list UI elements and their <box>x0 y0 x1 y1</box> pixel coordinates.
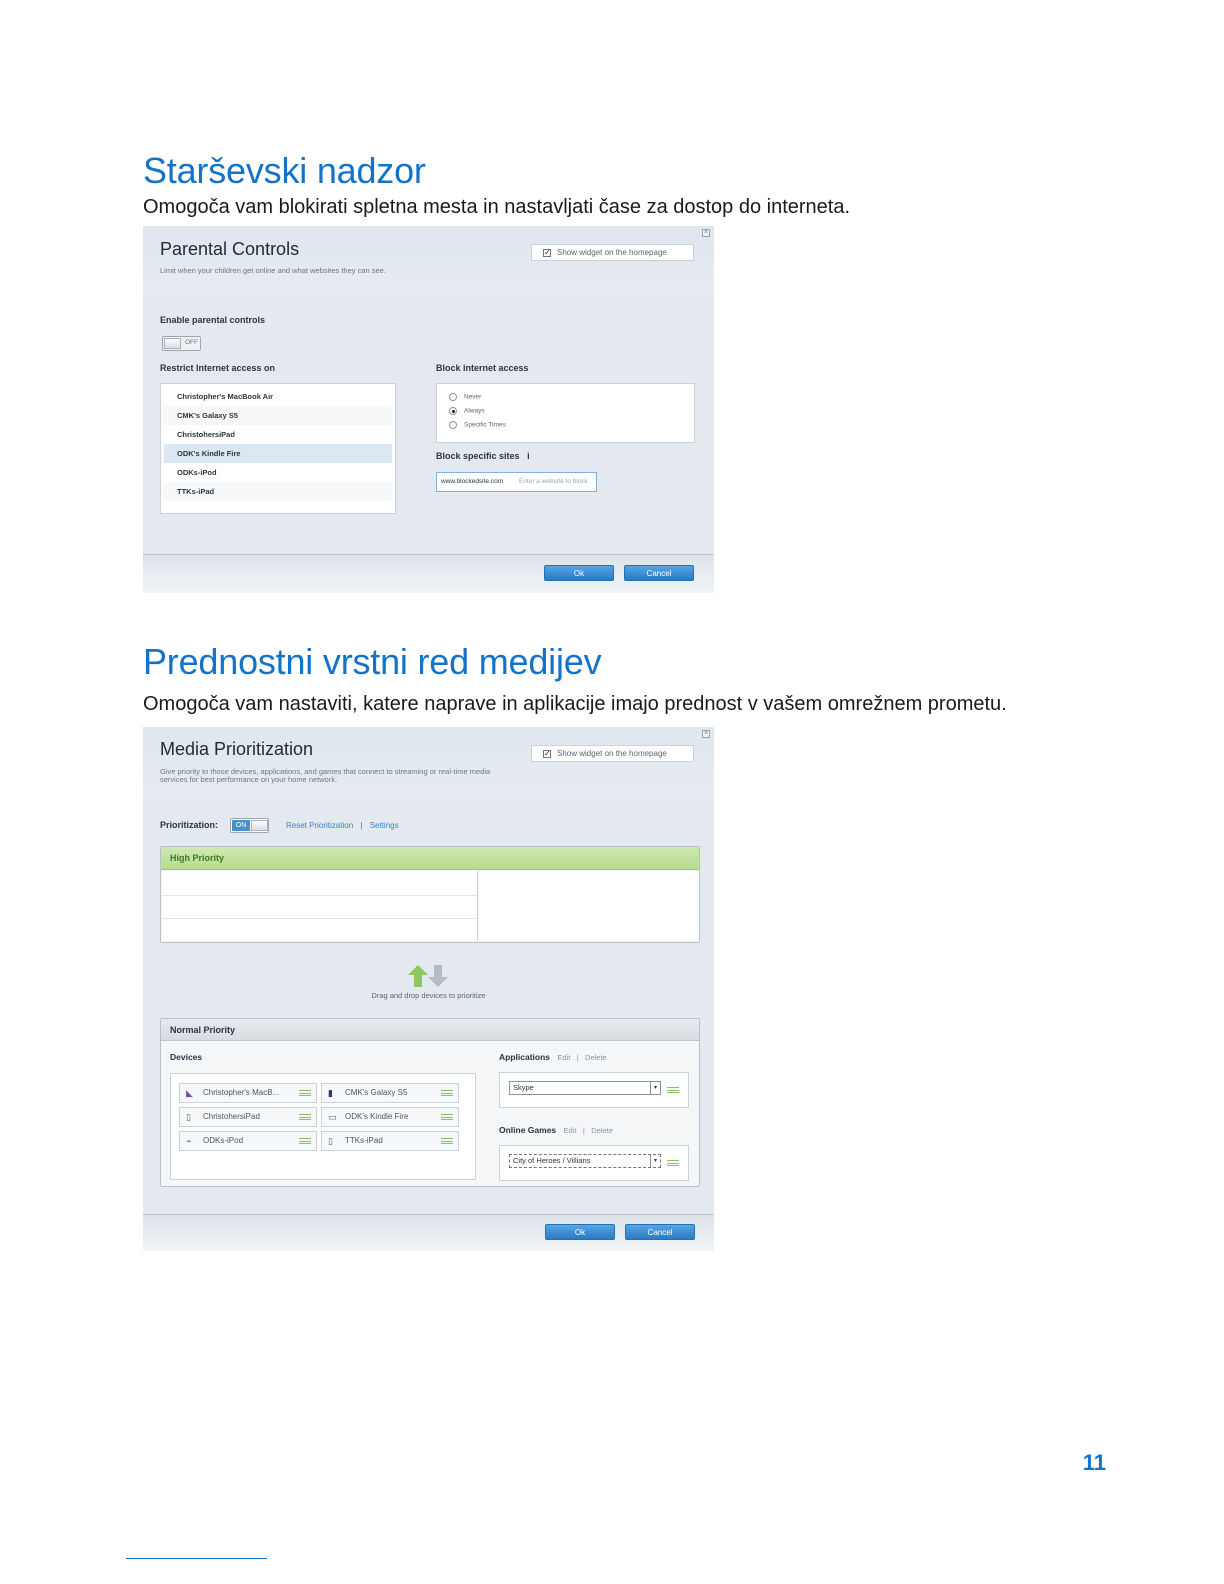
laptop-icon: ◣ <box>186 1088 193 1098</box>
games-edit-link[interactable]: Edit <box>563 1126 577 1135</box>
cancel-button[interactable]: Cancel <box>624 565 694 581</box>
radio-label: Never <box>464 393 482 401</box>
ipod-icon: ⌁ <box>186 1136 192 1146</box>
block-sites-text: Block specific sites <box>436 451 520 461</box>
high-priority-header: High Priority <box>161 847 699 870</box>
radio-label: Specific Times <box>464 421 506 429</box>
applications-text: Applications <box>499 1052 551 1062</box>
blocked-site-value: www.blockedsite.com <box>441 478 504 485</box>
info-icon[interactable]: i <box>527 451 530 461</box>
normal-priority-header: Normal Priority <box>161 1019 699 1041</box>
device-chip[interactable] <box>321 1131 459 1151</box>
page-number: 11 <box>1082 1450 1106 1475</box>
device-row-selected[interactable]: ODK's Kindle Fire <box>164 444 392 463</box>
show-widget-label: Show widget on the homepage <box>557 248 667 257</box>
device-chip[interactable] <box>321 1083 459 1103</box>
toggle-state-text: ON <box>232 820 250 831</box>
footnote-rule <box>126 1558 267 1559</box>
parental-controls-screenshot <box>143 226 714 593</box>
drag-hint: Drag and drop devices to prioritize <box>371 991 486 1000</box>
dialog-header <box>143 727 714 799</box>
ok-button[interactable]: Ok <box>545 1224 615 1240</box>
tablet-icon: ▯ <box>328 1136 333 1146</box>
link-separator: | <box>360 821 363 830</box>
device-chip-label: ODKs-iPod <box>203 1136 244 1145</box>
high-priority-apps-zone[interactable] <box>479 871 699 941</box>
reset-prioritization-link[interactable]: Reset Prioritization <box>286 821 354 830</box>
radio-icon <box>449 393 457 401</box>
device-chip-label: CMK's Galaxy S5 <box>345 1088 408 1097</box>
device-chip[interactable] <box>179 1107 317 1127</box>
drag-arrows-icon <box>406 963 452 989</box>
section-description-parental-controls: Omogoča vam blokirati spletna mesta in nastavljati čase za dostop do interneta. <box>143 196 851 218</box>
toggle-knob <box>251 820 268 831</box>
devices-label: Devices <box>170 1052 203 1062</box>
device-chip[interactable] <box>179 1131 317 1151</box>
application-select[interactable] <box>509 1081 661 1095</box>
tablet-icon: ▯ <box>186 1112 191 1122</box>
chevron-down-icon: ▾ <box>650 1082 660 1094</box>
radio-icon <box>449 421 457 429</box>
checkmark-icon: ✓ <box>544 248 551 257</box>
section-description-media-prioritization: Omogoča vam nastaviti, katere naprave in aplikacije imajo prednost v vašem omrežnem prometu. <box>143 693 1007 715</box>
cancel-button[interactable]: Cancel <box>625 1224 695 1240</box>
dialog-subtitle-line1: Give priority to those devices, applications, and games that connect to streaming or real-time media <box>160 767 491 776</box>
show-widget-checkbox[interactable] <box>531 244 694 261</box>
game-row <box>499 1145 689 1181</box>
device-list <box>160 383 396 514</box>
online-games-text: Online Games <box>499 1125 557 1135</box>
checkmark-icon: ✓ <box>544 749 551 758</box>
high-priority-drop-zone[interactable] <box>162 871 478 941</box>
kindle-icon: ▭ <box>328 1112 337 1122</box>
enable-parental-controls-label: Enable parental controls <box>160 315 266 325</box>
show-widget-label: Show widget on the homepage <box>557 749 667 758</box>
applications-label <box>499 1052 607 1062</box>
link-separator: | <box>582 1126 585 1135</box>
high-priority-panel <box>160 846 700 943</box>
device-chip-label: ChristohersiPad <box>203 1112 260 1121</box>
device-row[interactable]: ChristohersiPad <box>177 430 235 439</box>
drag-handle-icon[interactable] <box>441 1138 453 1144</box>
restrict-access-label: Restrict Internet access on <box>160 363 276 373</box>
device-chip[interactable] <box>179 1083 317 1103</box>
show-widget-checkbox[interactable] <box>531 745 694 762</box>
drag-handle-icon[interactable] <box>667 1087 679 1093</box>
dialog-title: Parental Controls <box>160 239 300 259</box>
device-chip-label: Christopher's MacB... <box>203 1088 280 1097</box>
radio-never[interactable] <box>449 393 481 401</box>
link-separator: | <box>576 1053 579 1062</box>
drag-handle-icon[interactable] <box>667 1160 679 1166</box>
drag-handle-icon[interactable] <box>299 1138 311 1144</box>
block-internet-access-label: Block internet access <box>436 363 529 373</box>
game-select[interactable] <box>509 1154 661 1168</box>
prioritization-links <box>286 821 399 830</box>
dialog-subtitle-line2: services for best performance on your home network. <box>160 775 338 784</box>
device-chip[interactable] <box>321 1107 459 1127</box>
dialog-header <box>143 226 714 296</box>
prioritization-label: Prioritization: <box>160 820 218 830</box>
parental-controls-toggle[interactable] <box>162 336 201 351</box>
application-select-value: Skype <box>513 1083 534 1092</box>
normal-priority-panel <box>160 1018 700 1187</box>
device-row[interactable]: TTKs-iPad <box>164 482 392 501</box>
device-row[interactable]: CMK's Galaxy S5 <box>164 406 392 425</box>
device-chip-label: TTKs-iPad <box>345 1136 383 1145</box>
toggle-knob <box>164 338 181 349</box>
game-select-value: City of Heroes / Villians <box>513 1156 591 1165</box>
block-access-options <box>436 383 695 443</box>
applications-edit-link[interactable]: Edit <box>557 1053 571 1062</box>
online-games-label <box>499 1125 613 1135</box>
device-row[interactable]: Christopher's MacBook Air <box>177 392 274 401</box>
ok-button[interactable]: Ok <box>544 565 614 581</box>
device-chip-label: ODK's Kindle Fire <box>345 1112 409 1121</box>
row-divider <box>162 918 477 919</box>
dialog-subtitle: Limit when your children get online and what websites they can see. <box>160 266 386 275</box>
drag-handle-icon[interactable] <box>299 1114 311 1120</box>
settings-link[interactable]: Settings <box>369 821 399 830</box>
close-icon[interactable]: × <box>703 229 709 236</box>
applications-delete-link[interactable]: Delete <box>585 1053 607 1062</box>
devices-area <box>170 1073 476 1180</box>
section-heading-media-prioritization: Prednostni vrstni red medijev <box>143 641 602 682</box>
device-row[interactable]: ODKs-iPod <box>177 468 217 477</box>
blocked-site-input[interactable] <box>436 472 597 492</box>
drag-handle-icon[interactable] <box>299 1090 311 1096</box>
phone-icon: ▮ <box>328 1088 333 1098</box>
section-heading-parental-controls: Starševski nadzor <box>143 150 426 191</box>
radio-specific-times[interactable] <box>449 421 506 429</box>
drag-handle-icon[interactable] <box>441 1114 453 1120</box>
games-delete-link[interactable]: Delete <box>591 1126 613 1135</box>
drag-handle-icon[interactable] <box>441 1090 453 1096</box>
block-specific-sites-label <box>436 451 530 461</box>
close-icon[interactable]: × <box>703 730 709 737</box>
prioritization-toggle[interactable] <box>230 818 269 833</box>
chevron-down-icon: ▾ <box>650 1155 660 1167</box>
radio-selected-icon <box>449 407 457 415</box>
site-placeholder: Enter a website to block <box>518 478 588 485</box>
row-divider <box>162 895 477 896</box>
application-row <box>499 1072 689 1108</box>
dialog-title: Media Prioritization <box>160 739 314 759</box>
radio-always[interactable] <box>449 407 485 415</box>
radio-label: Always <box>464 407 485 415</box>
media-prioritization-screenshot <box>143 727 714 1251</box>
toggle-state-text: OFF <box>185 339 198 346</box>
